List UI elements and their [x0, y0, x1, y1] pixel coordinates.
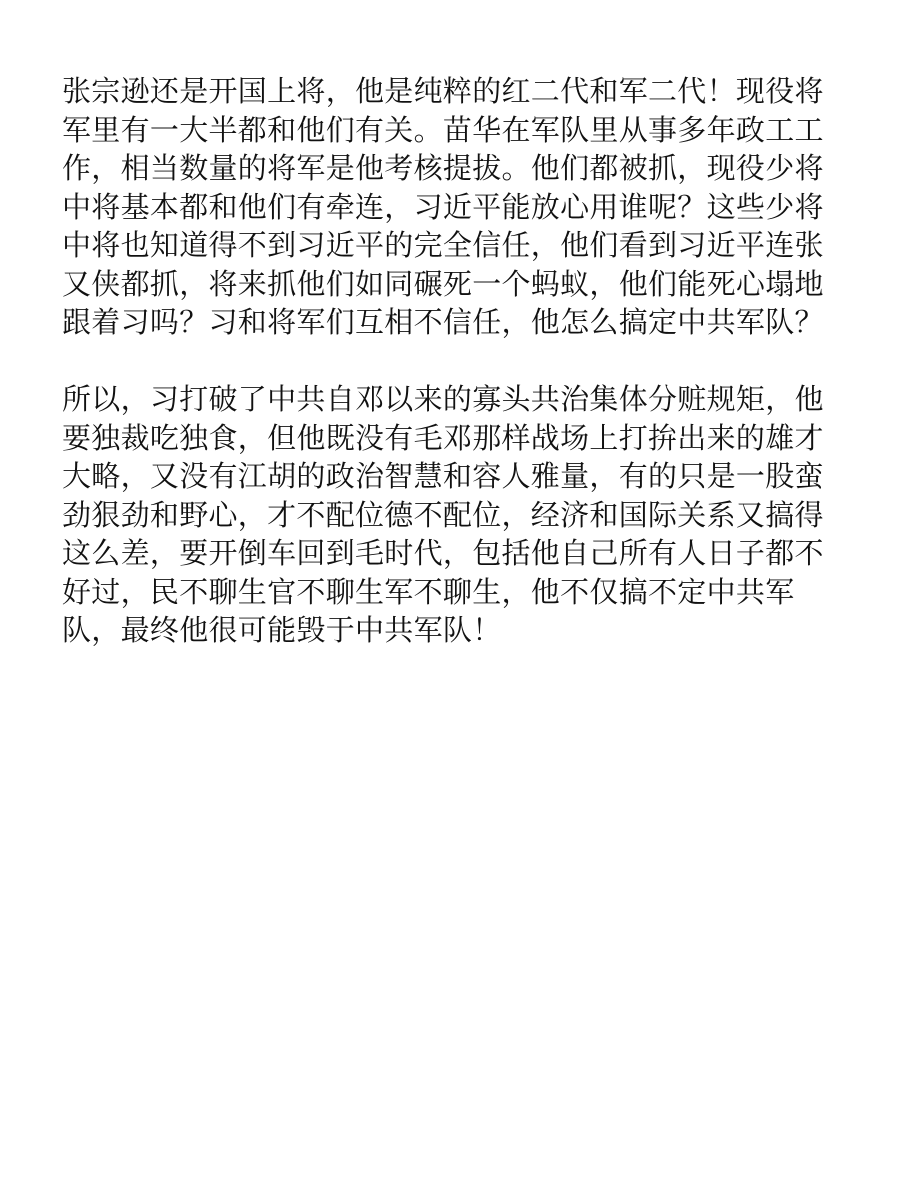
- text-line: 又侠都抓，将来抓他们如同碾死一个蚂蚁，他们能死心塌地: [62, 266, 824, 301]
- text-line: 跟着习吗？习和将军们互相不信任，他怎么搞定中共军队？: [62, 305, 824, 339]
- text-line: 作，相当数量的将军是他考核提拔。他们都被抓，现役少将: [62, 151, 824, 185]
- text-line: 军里有一大半都和他们有关。苗华在军队里从事多年政工工: [62, 112, 824, 147]
- text-line: 队，最终他很可能毁于中共军队！: [62, 613, 502, 647]
- paragraph-2: [62, 380, 852, 650]
- text-line: 大略，又没有江胡的政治智慧和容人雅量，有的只是一股蛮: [62, 459, 824, 493]
- text-line: 中将基本都和他们有牵连，习近平能放心用谁呢？这些少将: [62, 189, 824, 224]
- text-line: 中将也知道得不到习近平的完全信任，他们看到习近平连张: [62, 228, 824, 262]
- document-body: [62, 72, 852, 650]
- text-line: 劲狠劲和野心，才不配位德不配位，经济和国际关系又搞得: [62, 497, 824, 532]
- text-line: 张宗逊还是开国上将，他是纯粹的红二代和军二代！现役将: [62, 74, 824, 108]
- text-line: 好过，民不聊生官不聊生军不聊生，他不仅搞不定中共军: [62, 574, 795, 609]
- paragraph-1: [62, 72, 852, 342]
- text-line: 所以，习打破了中共自邓以来的寡头共治集体分赃规矩，他: [62, 382, 824, 416]
- text-line: 要独裁吃独食，但他既没有毛邓那样战场上打拚出来的雄才: [62, 420, 824, 455]
- text-line: 这么差，要开倒车回到毛时代，包括他自己所有人日子都不: [62, 536, 824, 570]
